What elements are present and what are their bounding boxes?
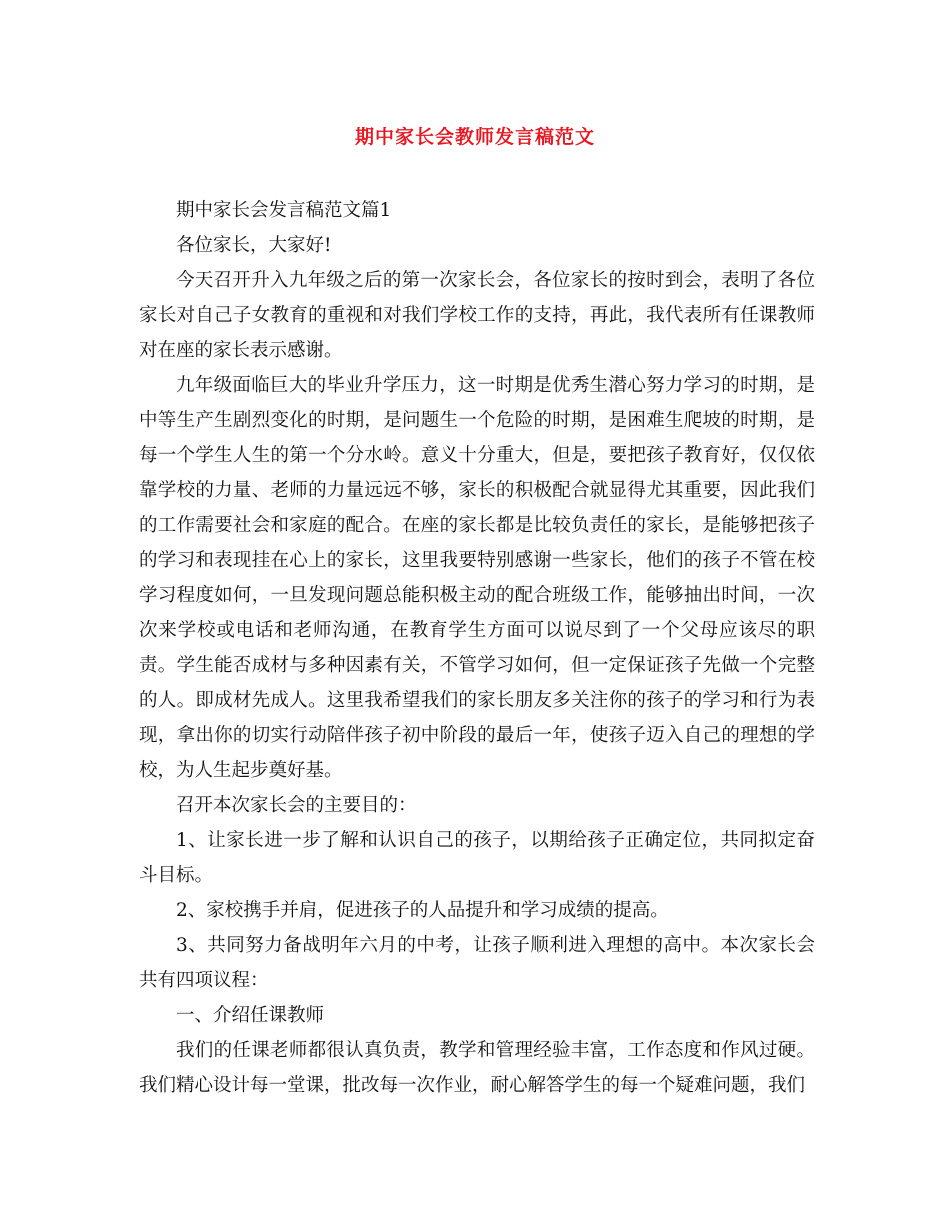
list-item: 2、家校携手并肩，促进孩子的人品提升和学习成绩的提高。 — [176, 900, 669, 921]
section-heading: 期中家长会发言稿范文篇1 — [176, 200, 392, 221]
body-paragraph: 召开本次家长会的主要目的： — [176, 795, 417, 816]
list-item: 3、共同努力备战明年六月的中考，让孩子顺利进入理想的高中。本次家长会共有四项议程： — [139, 935, 815, 991]
greeting-paragraph: 各位家长，大家好! — [176, 235, 332, 256]
subsection-heading: 一、介绍任课教师 — [176, 1005, 325, 1026]
body-paragraph: 我们的任课老师都很认真负责，教学和管理经验丰富，工作态度和作风过硬。我们精心设计每一堂课，批改每一次作业，耐心解答学生的每一个疑难问题，我们 — [139, 1040, 815, 1096]
document-body — [139, 193, 815, 1103]
body-paragraph: 九年级面临巨大的毕业升学压力，这一时期是优秀生潜心努力学习的时期，是中等生产生剧烈变化的时期，是问题生一个危险的时期，是困难生爬坡的时期，是每一个学生人生的第一个分水岭。意义十分重大，但是，要把孩子教育好，仅仅依靠学校的力量、老师的力量远远不够，家长的积极配合就显得尤其重要，因此我们的工作需要社会和家庭的配合。在座的家长都是比较负责任的家长，是能够把孩子的学习和表现挂在心上的家长，这里我要特别感谢一些家长，他们的孩子不管在校学习程度如何，一旦发现问题总能积极主动的配合班级工作，能够抽出时间，一次次来学校或电话和老师沟通，在教育学生方面可以说尽到了一个父母应该尽的职责。学生能否成材与多种因素有关，不管学习如何，但一定保证孩子先做一个完整的人。即成材先成人。这里我希望我们的家长朋友多关注你的孩子的学习和行为表现，拿出你的切实行动陪伴孩子初中阶段的最后一年，使孩子迈入自己的理想的学校，为人生起步奠好基。 — [139, 375, 815, 781]
list-item: 1、让家长进一步了解和认识自己的孩子，以期给孩子正确定位，共同拟定奋斗目标。 — [139, 830, 815, 886]
document-title: 期中家长会教师发言稿范文 — [354, 126, 595, 148]
body-paragraph: 今天召开升入九年级之后的第一次家长会，各位家长的按时到会，表明了各位家长对自己子女教育的重视和对我们学校工作的支持，再此，我代表所有任课教师对在座的家长表示感谢。 — [139, 270, 815, 361]
